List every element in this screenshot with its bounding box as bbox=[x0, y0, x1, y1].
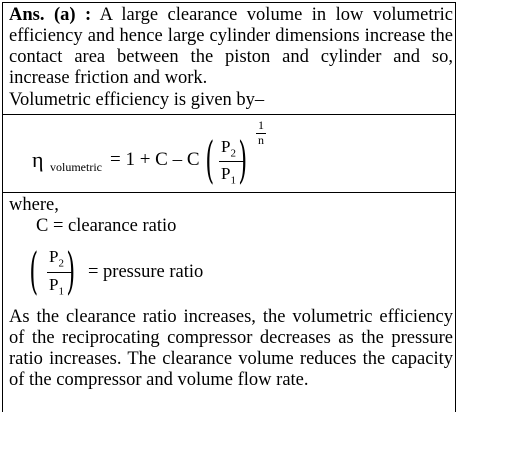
left-paren: ( bbox=[205, 131, 215, 189]
exponent-numerator: 1 bbox=[258, 118, 264, 132]
answer-text: A large clearance volume in low volumetric efficiency and hence large cylinder dimensions increase the contact area between the piston and cylinder and so, increase friction and work. bbox=[9, 5, 453, 88]
clearance-ratio-definition: C = clearance ratio bbox=[36, 216, 177, 236]
eta-subscript: volumetric bbox=[50, 160, 102, 174]
fraction-numerator: $P_2$ bbox=[221, 137, 236, 160]
eta-symbol: η bbox=[32, 147, 44, 172]
divider-top bbox=[3, 114, 455, 115]
conclusion-paragraph: As the clearance ratio increases, the volumetric efficiency of the reciprocating compressor decreases as the pressure ratio increases. The clearance volume reduces the capacity of the compressor and volume flow rate. bbox=[9, 307, 453, 390]
pressure-ratio-definition bbox=[28, 244, 268, 302]
formula-intro: Volumetric efficiency is given by– bbox=[9, 90, 265, 110]
answer-paragraph bbox=[9, 5, 453, 89]
right-paren: ) bbox=[238, 131, 248, 189]
pressure-ratio-label: = pressure ratio bbox=[88, 262, 204, 282]
ratio-denominator: $P_1$ bbox=[49, 275, 64, 298]
ratio-left-paren: ( bbox=[29, 242, 39, 300]
answer-label: Ans. (a) : bbox=[9, 5, 92, 25]
formula-rhs: = 1 + C – C bbox=[110, 149, 200, 170]
ratio-right-paren: ) bbox=[66, 242, 76, 300]
volumetric-efficiency-formula bbox=[30, 118, 450, 193]
ratio-numerator: $P_2$ bbox=[49, 247, 64, 270]
divider-bottom bbox=[3, 192, 455, 193]
fraction-denominator: $P_1$ bbox=[221, 164, 236, 187]
where-label: where, bbox=[9, 195, 59, 215]
exponent-denominator: n bbox=[258, 133, 264, 147]
